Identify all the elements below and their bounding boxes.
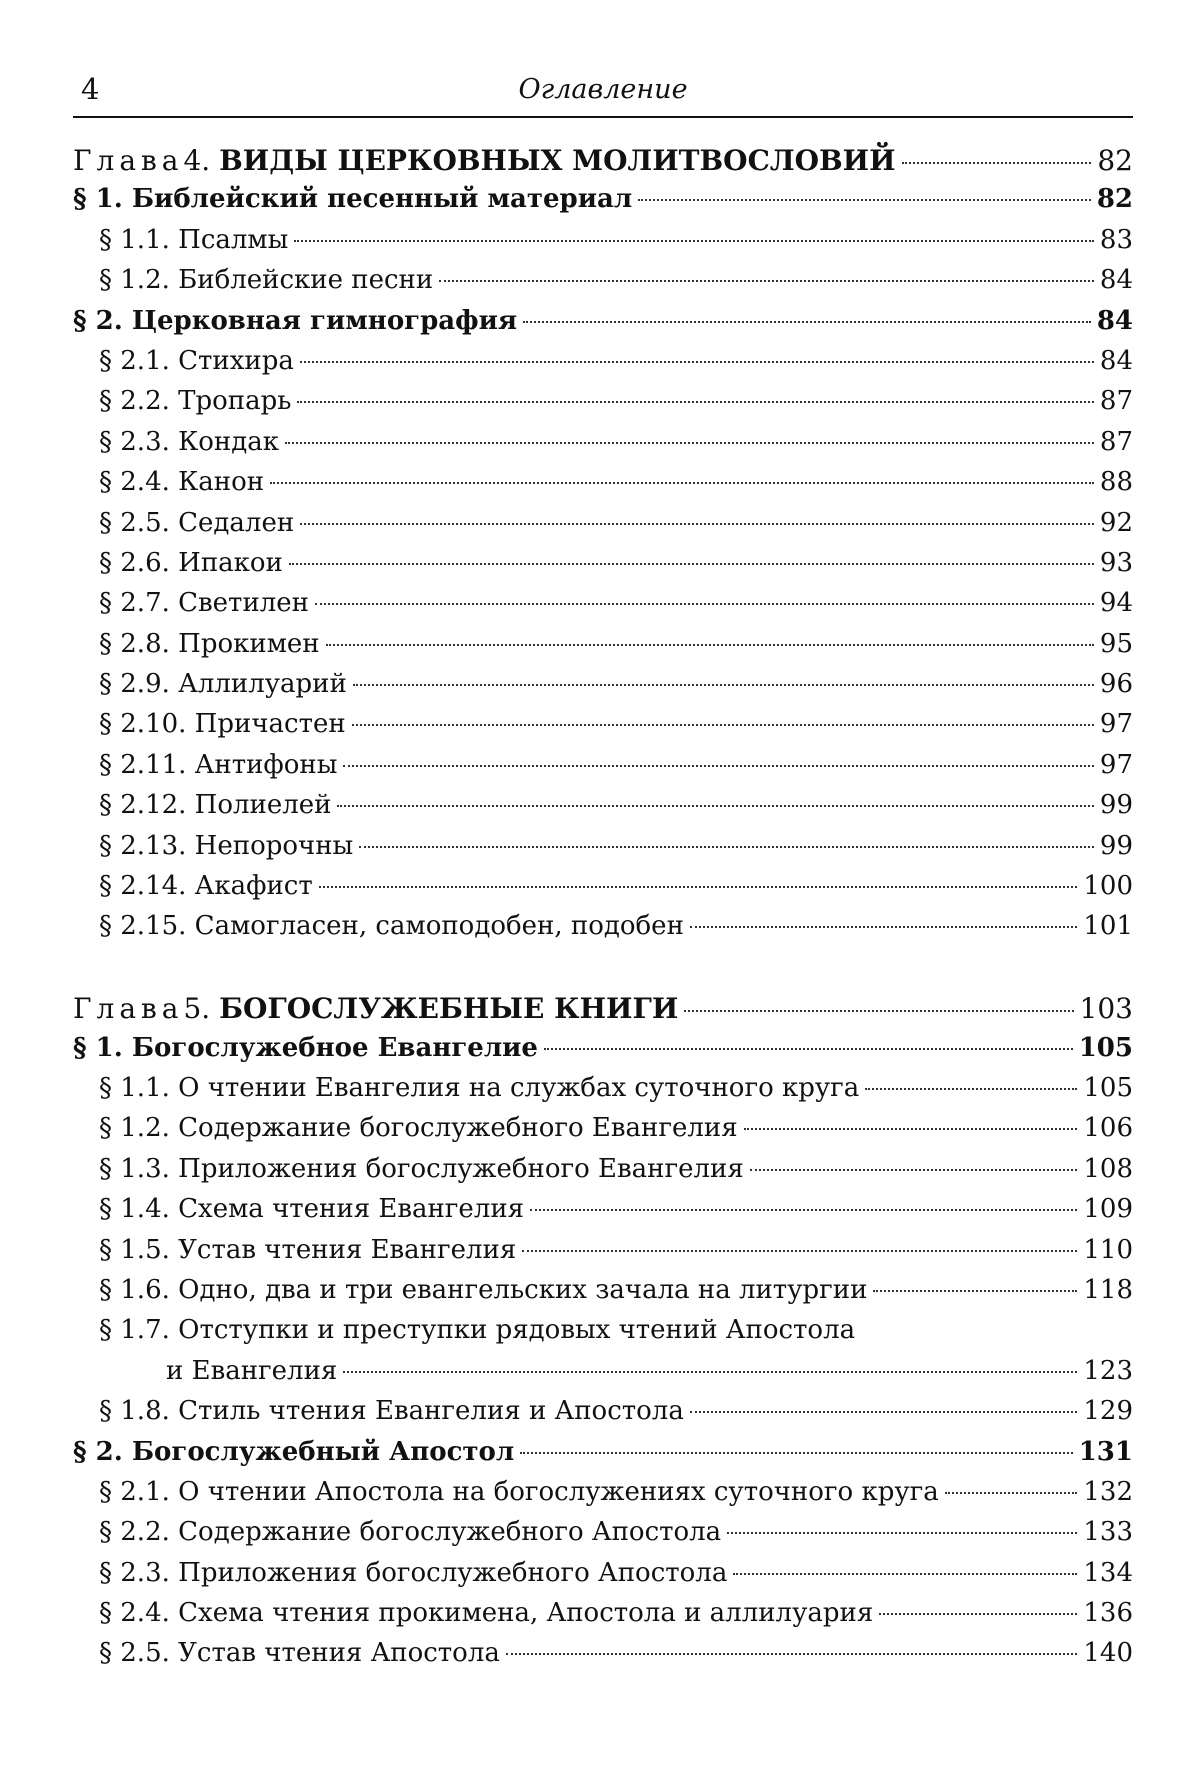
dot-leader bbox=[865, 1088, 1077, 1090]
dot-leader bbox=[270, 482, 1094, 484]
subsection-title: § 1.8. Стиль чтения Евангелия и Апостола bbox=[99, 1396, 684, 1426]
toc-subsection-entry[interactable] bbox=[73, 386, 1133, 426]
dot-leader bbox=[522, 1250, 1077, 1252]
dot-leader bbox=[343, 765, 1093, 767]
toc-subsection-entry[interactable] bbox=[73, 831, 1133, 871]
chapter-number: 5. bbox=[183, 992, 210, 1025]
subsection-title: § 2.15. Самогласен, самоподобен, подобен bbox=[99, 911, 684, 941]
subsection-title: § 1.1. О чтении Евангелия на службах суточного круга bbox=[99, 1073, 859, 1103]
toc-subsection-entry[interactable] bbox=[73, 1275, 1133, 1315]
toc-subsection-entry[interactable] bbox=[73, 1073, 1133, 1113]
toc-chapter-entry[interactable] bbox=[73, 144, 1133, 184]
toc-subsection-entry[interactable] bbox=[73, 1558, 1133, 1598]
dot-leader bbox=[733, 1573, 1077, 1575]
dot-leader bbox=[439, 280, 1094, 282]
dot-leader bbox=[319, 886, 1078, 888]
dot-leader bbox=[523, 321, 1091, 323]
toc-subsection-entry[interactable] bbox=[73, 709, 1133, 749]
chapter-keyword: Глава bbox=[73, 144, 183, 177]
page-ref: 140 bbox=[1083, 1638, 1133, 1668]
toc-subsection-entry[interactable] bbox=[73, 1477, 1133, 1517]
dot-leader bbox=[530, 1209, 1077, 1211]
dot-leader bbox=[638, 199, 1091, 201]
chapter-spacer bbox=[73, 952, 1133, 992]
subsection-title: § 2.7. Светилен bbox=[99, 588, 309, 618]
toc-subsection-entry[interactable] bbox=[73, 911, 1133, 951]
chapter-label bbox=[73, 144, 896, 177]
page-ref: 93 bbox=[1100, 548, 1133, 578]
page-ref: 123 bbox=[1083, 1356, 1133, 1386]
dot-leader bbox=[684, 1010, 1073, 1012]
toc-subsection-entry[interactable] bbox=[73, 1517, 1133, 1557]
toc-subsection-entry[interactable] bbox=[73, 629, 1133, 669]
page-ref: 106 bbox=[1083, 1113, 1133, 1143]
dot-leader bbox=[879, 1613, 1077, 1615]
subsection-title: § 2.2. Содержание богослужебного Апостола bbox=[99, 1517, 721, 1547]
subsection-title: § 2.5. Седален bbox=[99, 508, 294, 538]
page-ref: 134 bbox=[1083, 1558, 1133, 1588]
page-ref: 88 bbox=[1100, 467, 1133, 497]
dot-leader bbox=[297, 401, 1093, 403]
page-ref: 118 bbox=[1083, 1275, 1133, 1305]
dot-leader bbox=[315, 603, 1094, 605]
chapter-title: ВИДЫ ЦЕРКОВНЫХ МОЛИТВОСЛОВИЙ bbox=[219, 144, 895, 177]
subsection-title: § 2.6. Ипакои bbox=[99, 548, 283, 578]
page-number: 4 bbox=[81, 72, 99, 106]
dot-leader bbox=[873, 1290, 1077, 1292]
page-ref: 108 bbox=[1083, 1154, 1133, 1184]
toc-subsection-entry[interactable] bbox=[73, 548, 1133, 588]
toc-section-entry[interactable] bbox=[73, 1033, 1133, 1073]
dot-leader bbox=[337, 805, 1093, 807]
dot-leader bbox=[744, 1128, 1078, 1130]
toc-subsection-entry[interactable] bbox=[73, 1638, 1133, 1678]
subsection-title: § 1.2. Содержание богослужебного Евангелия bbox=[99, 1113, 738, 1143]
page-ref: 82 bbox=[1097, 184, 1133, 214]
subsection-title: § 2.8. Прокимен bbox=[99, 629, 320, 659]
dot-leader bbox=[300, 361, 1094, 363]
chapter-keyword: Глава bbox=[73, 992, 183, 1025]
page-ref: 110 bbox=[1083, 1235, 1133, 1265]
dot-leader bbox=[902, 162, 1092, 164]
dot-leader bbox=[352, 724, 1094, 726]
toc-subsection-entry[interactable] bbox=[73, 1396, 1133, 1436]
subsection-title: § 1.7. Отступки и преступки рядовых чтений Апостола bbox=[99, 1315, 855, 1345]
page-ref: 99 bbox=[1100, 831, 1133, 861]
page-ref: 101 bbox=[1083, 911, 1133, 941]
subsection-title: § 1.5. Устав чтения Евангелия bbox=[99, 1235, 516, 1265]
running-title: Оглавление bbox=[73, 74, 1133, 105]
dot-leader bbox=[727, 1532, 1077, 1534]
page-ref: 131 bbox=[1079, 1437, 1133, 1467]
subsection-title-continued: и Евангелия bbox=[166, 1356, 337, 1386]
chapter-title: БОГОСЛУЖЕБНЫЕ КНИГИ bbox=[219, 992, 678, 1025]
page-ref: 103 bbox=[1080, 992, 1133, 1025]
chapter-number: 4. bbox=[183, 144, 210, 177]
toc-subsection-entry[interactable] bbox=[73, 1315, 1133, 1355]
page-ref: 94 bbox=[1100, 588, 1133, 618]
toc-section-entry[interactable] bbox=[73, 306, 1133, 346]
subsection-title: § 2.1. О чтении Апостола на богослужениях суточного круга bbox=[99, 1477, 939, 1507]
section-title: § 1. Богослужебное Евангелие bbox=[73, 1033, 538, 1063]
dot-leader bbox=[945, 1492, 1078, 1494]
subsection-title: § 2.9. Аллилуарий bbox=[99, 669, 347, 699]
page-ref: 84 bbox=[1100, 346, 1133, 376]
dot-leader bbox=[294, 240, 1094, 242]
toc-subsection-entry[interactable] bbox=[73, 669, 1133, 709]
dot-leader bbox=[544, 1048, 1073, 1050]
page-ref: 97 bbox=[1100, 750, 1133, 780]
page-ref: 105 bbox=[1083, 1073, 1133, 1103]
toc-subsection-entry[interactable] bbox=[73, 225, 1133, 265]
subsection-title: § 2.10. Причастен bbox=[99, 709, 346, 739]
chapter-label bbox=[73, 992, 678, 1025]
page-ref: 87 bbox=[1100, 386, 1133, 416]
toc-subsection-entry[interactable] bbox=[73, 588, 1133, 628]
dot-leader bbox=[289, 563, 1094, 565]
subsection-title: § 1.6. Одно, два и три евангельских зачала на литургии bbox=[99, 1275, 867, 1305]
toc-subsection-entry[interactable] bbox=[73, 1194, 1133, 1234]
page-ref: 87 bbox=[1100, 427, 1133, 457]
subsection-title: § 1.1. Псалмы bbox=[99, 225, 288, 255]
page-ref: 83 bbox=[1100, 225, 1133, 255]
page-ref: 100 bbox=[1083, 871, 1133, 901]
subsection-title: § 2.14. Акафист bbox=[99, 871, 313, 901]
toc-subsection-entry[interactable] bbox=[73, 750, 1133, 790]
dot-leader bbox=[750, 1169, 1078, 1171]
toc-chapter-entry[interactable] bbox=[73, 992, 1133, 1032]
toc-subsection-entry[interactable] bbox=[73, 1598, 1133, 1638]
dot-leader bbox=[285, 442, 1094, 444]
dot-leader bbox=[300, 523, 1094, 525]
page-ref: 133 bbox=[1083, 1517, 1133, 1547]
subsection-title: § 2.13. Непорочны bbox=[99, 831, 353, 861]
page-ref: 82 bbox=[1097, 144, 1133, 177]
toc-subsection-entry[interactable] bbox=[73, 265, 1133, 305]
toc-subsection-entry[interactable] bbox=[73, 346, 1133, 386]
page-ref: 105 bbox=[1079, 1033, 1133, 1063]
subsection-title: § 1.4. Схема чтения Евангелия bbox=[99, 1194, 524, 1224]
page-ref: 109 bbox=[1083, 1194, 1133, 1224]
document-page bbox=[0, 0, 1200, 1781]
page-ref: 92 bbox=[1100, 508, 1133, 538]
subsection-title: § 2.1. Стихира bbox=[99, 346, 294, 376]
toc-subsection-entry[interactable] bbox=[73, 427, 1133, 467]
subsection-title: § 2.3. Приложения богослужебного Апостола bbox=[99, 1558, 727, 1588]
page-ref: 129 bbox=[1083, 1396, 1133, 1426]
page-ref: 96 bbox=[1100, 669, 1133, 699]
toc-section-entry[interactable] bbox=[73, 1437, 1133, 1477]
dot-leader bbox=[520, 1452, 1073, 1454]
subsection-title: § 1.2. Библейские песни bbox=[99, 265, 433, 295]
dot-leader bbox=[690, 926, 1077, 928]
page-ref: 132 bbox=[1083, 1477, 1133, 1507]
subsection-title: § 2.5. Устав чтения Апостола bbox=[99, 1638, 500, 1668]
toc-subsection-continuation[interactable] bbox=[73, 1356, 1133, 1396]
page-ref: 84 bbox=[1097, 306, 1133, 336]
subsection-title: § 2.2. Тропарь bbox=[99, 386, 291, 416]
page-ref: 97 bbox=[1100, 709, 1133, 739]
section-title: § 1. Библейский песенный материал bbox=[73, 184, 632, 214]
subsection-title: § 2.12. Полиелей bbox=[99, 790, 331, 820]
toc-subsection-entry[interactable] bbox=[73, 1235, 1133, 1275]
toc-subsection-entry[interactable] bbox=[73, 467, 1133, 507]
subsection-title: § 2.4. Схема чтения прокимена, Апостола и аллилуария bbox=[99, 1598, 873, 1628]
dot-leader bbox=[506, 1653, 1078, 1655]
page-ref: 84 bbox=[1100, 265, 1133, 295]
subsection-title: § 2.3. Кондак bbox=[99, 427, 279, 457]
toc-subsection-entry[interactable] bbox=[73, 1113, 1133, 1153]
toc-subsection-entry[interactable] bbox=[73, 790, 1133, 830]
page-ref: 99 bbox=[1100, 790, 1133, 820]
subsection-title: § 1.3. Приложения богослужебного Евангелия bbox=[99, 1154, 744, 1184]
dot-leader bbox=[343, 1371, 1077, 1373]
dot-leader bbox=[359, 846, 1094, 848]
toc-section-entry[interactable] bbox=[73, 184, 1133, 224]
section-title: § 2. Богослужебный Апостол bbox=[73, 1437, 514, 1467]
page-ref: 136 bbox=[1083, 1598, 1133, 1628]
toc-subsection-entry[interactable] bbox=[73, 508, 1133, 548]
page-ref: 95 bbox=[1100, 629, 1133, 659]
toc-subsection-entry[interactable] bbox=[73, 871, 1133, 911]
subsection-title: § 2.11. Антифоны bbox=[99, 750, 337, 780]
page-header bbox=[73, 72, 1133, 118]
table-of-contents bbox=[73, 144, 1133, 1679]
subsection-title: § 2.4. Канон bbox=[99, 467, 264, 497]
section-title: § 2. Церковная гимнография bbox=[73, 306, 517, 336]
dot-leader bbox=[690, 1411, 1078, 1413]
toc-subsection-entry[interactable] bbox=[73, 1154, 1133, 1194]
dot-leader bbox=[353, 684, 1094, 686]
dot-leader bbox=[326, 644, 1094, 646]
